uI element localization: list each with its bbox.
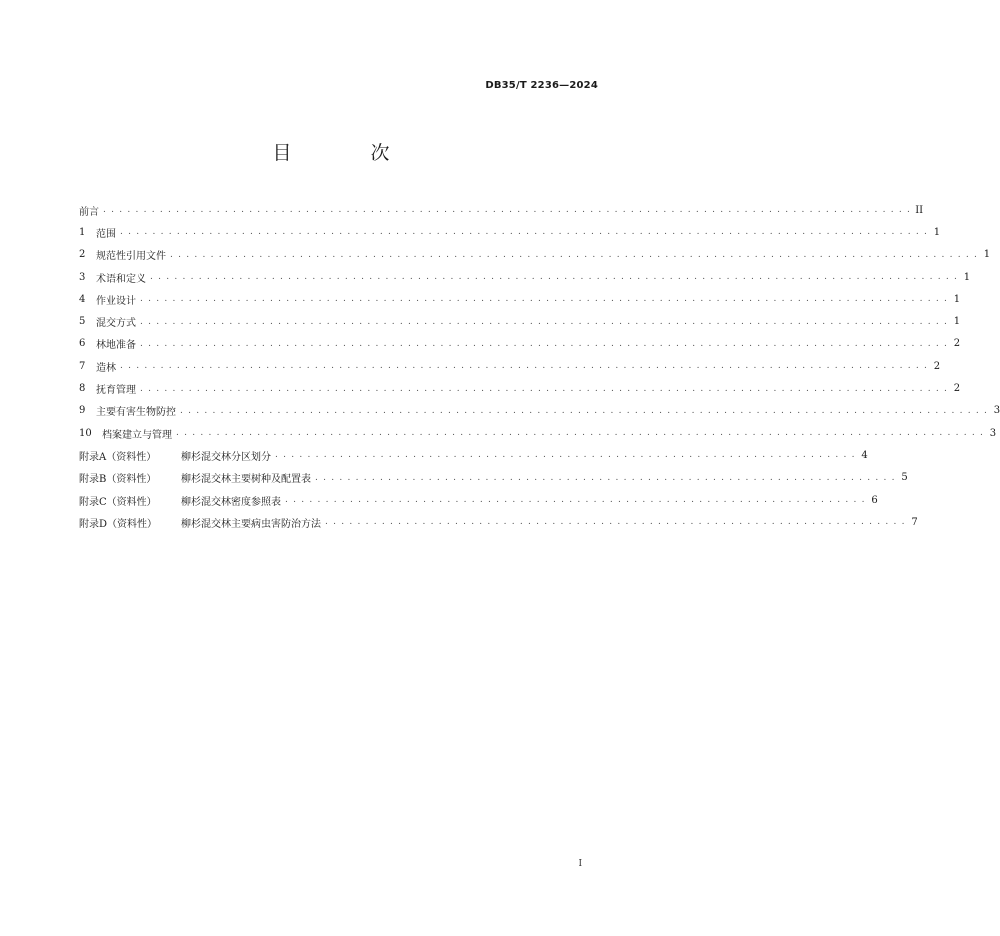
toc-entry-label: 林地准备	[96, 340, 136, 352]
toc-entry-number: 3	[79, 271, 86, 283]
toc-leader-dots: . . . . . . . . . . . . . . . . . . . . . . . . . . . . . . . . . . . . . . . . . . . . . . . . . . . . . . . . . . . . . . . . . . . . . . . . . . . . . . . . . . . . . . . . . . . . . . . . . . . .	[120, 227, 929, 238]
toc-entry-label: 混交方式	[96, 318, 136, 330]
document-code: DB35/T 2236—2024	[485, 80, 598, 91]
toc-leader-dots: . . . . . . . . . . . . . . . . . . . . . . . . . . . . . . . . . . . . . . . . . . . . . . . . . . . . . . . . . . . . . . . . . . . . . . . . . . . . . . . . . . . . . . . . . . . . . . . . . . . .	[120, 361, 929, 372]
toc-annex-label: 附录D（资料性）	[79, 518, 158, 530]
toc-entry-page: 7	[911, 516, 918, 528]
toc-leader-dots: . . . . . . . . . . . . . . . . . . . . . . . . . . . . . . . . . . . . . . . . . . . . . . . . . . . . . . . . . . . . . . . . . . . . . . . .	[315, 472, 896, 483]
toc-entry-page: 1	[983, 249, 991, 261]
toc-entry-number: 5	[79, 316, 86, 328]
toc-leader-dots: . . . . . . . . . . . . . . . . . . . . . . . . . . . . . . . . . . . . . . . . . . . . . . . . . . . . . . . . . . . . . . . . . . . . . . . . . . . . . . . . . . . . . . . . . . . . . . . . . . . .	[150, 272, 959, 283]
toc-entry[interactable]	[79, 400, 1000, 422]
toc-entry-page: 3	[989, 427, 997, 439]
toc-entry-label: 柳杉混交林主要病虫害防治方法	[181, 518, 321, 530]
toc-entry-page: 6	[871, 494, 878, 506]
toc-entry-page: 3	[993, 405, 1000, 417]
toc-entry-label: 柳杉混交林分区划分	[181, 451, 271, 463]
toc-entry-number: 7	[79, 360, 86, 372]
toc-entry[interactable]	[79, 377, 961, 399]
table-of-contents	[79, 199, 1000, 533]
toc-entry-page: 1	[963, 271, 971, 283]
toc-leader-dots: . . . . . . . . . . . . . . . . . . . . . . . . . . . . . . . . . . . . . . . . . . . . . . . . . . . . . . . . . . . . . . . . . . . . . . . .	[275, 450, 856, 461]
toc-entry-page: 2	[933, 360, 941, 372]
toc-entry-label: 作业设计	[96, 295, 136, 307]
toc-entry-page: 2	[953, 338, 961, 350]
toc-entry-label: 主要有害生物防控	[96, 407, 176, 419]
toc-annex-entry[interactable]	[79, 444, 868, 466]
toc-leader-dots: . . . . . . . . . . . . . . . . . . . . . . . . . . . . . . . . . . . . . . . . . . . . . . . . . . . . . . . . . . . . . . . . . . . . . . . . . . . . . . . . . . . . . . . . . . . . . . . . . . . .	[180, 405, 989, 416]
toc-entry-page: 1	[953, 316, 961, 328]
page-number: I	[578, 859, 582, 869]
toc-annex-label: 附录C（资料性）	[79, 496, 157, 508]
toc-entry[interactable]	[79, 221, 941, 243]
toc-entry[interactable]	[79, 310, 961, 332]
toc-entry[interactable]	[79, 355, 941, 377]
toc-entry-label: 范围	[96, 228, 116, 240]
toc-annex-entry[interactable]	[79, 467, 908, 489]
toc-entry-number: 8	[79, 383, 86, 395]
toc-entry-label: 柳杉混交林主要树种及配置表	[181, 474, 311, 486]
toc-entry[interactable]	[79, 422, 997, 444]
toc-entry-number: 10	[79, 427, 92, 439]
toc-leader-dots: . . . . . . . . . . . . . . . . . . . . . . . . . . . . . . . . . . . . . . . . . . . . . . . . . . . . . . . . . . . . . . . . . . . . . . . .	[325, 517, 906, 528]
toc-entry[interactable]	[79, 244, 991, 266]
toc-leader-dots: . . . . . . . . . . . . . . . . . . . . . . . . . . . . . . . . . . . . . . . . . . . . . . . . . . . . . . . . . . . . . . . . . . . . . . . . . . . . . . . . . . . . . . . . . . . . . . . . . . . .	[140, 338, 949, 349]
toc-leader-dots: . . . . . . . . . . . . . . . . . . . . . . . . . . . . . . . . . . . . . . . . . . . . . . . . . . . . . . . . . . . . . . . . . . . . . . . . . . . . . . . . . . . . . . . . . . . . . . . . . . . .	[140, 316, 949, 327]
toc-entry-label: 档案建立与管理	[102, 429, 172, 441]
toc-entry-label: 前言	[79, 206, 99, 218]
toc-leader-dots: . . . . . . . . . . . . . . . . . . . . . . . . . . . . . . . . . . . . . . . . . . . . . . . . . . . . . . . . . . . . . . . . . . . . . . . . . . . . . . . . . . . . . . . . . . . . . . . . . . . .	[140, 294, 949, 305]
toc-entry-page: 1	[953, 293, 961, 305]
toc-leader-dots: . . . . . . . . . . . . . . . . . . . . . . . . . . . . . . . . . . . . . . . . . . . . . . . . . . . . . . . . . . . . . . . . . . . . . . . . . . . . . . . . . . . . . . . . . . . . . . . . . . . .	[103, 205, 912, 216]
toc-entry[interactable]	[79, 288, 961, 310]
toc-entry-label: 柳杉混交林密度参照表	[181, 496, 281, 508]
toc-entry-label: 术语和定义	[96, 273, 146, 285]
page-title: 目 次	[272, 142, 420, 164]
toc-entry-number: 4	[79, 293, 86, 305]
toc-entry-number: 2	[79, 249, 86, 261]
toc-leader-dots: . . . . . . . . . . . . . . . . . . . . . . . . . . . . . . . . . . . . . . . . . . . . . . . . . . . . . . . . . . . . . . . . . . . . . . . . . . . . . . . . . . . . . . . . . . . . . . . . . . . .	[176, 428, 985, 439]
toc-entry-label: 造林	[96, 362, 116, 374]
toc-entry[interactable]	[79, 199, 924, 221]
toc-annex-entry[interactable]	[79, 511, 918, 533]
toc-leader-dots: . . . . . . . . . . . . . . . . . . . . . . . . . . . . . . . . . . . . . . . . . . . . . . . . . . . . . . . . . . . . . . . . . . . . . . . . . . . . . . . . . . . . . . . . . . . . . . . . . . . .	[170, 249, 979, 260]
toc-entry[interactable]	[79, 266, 971, 288]
toc-entry-page: 1	[933, 226, 941, 238]
toc-entry-label: 规范性引用文件	[96, 251, 166, 263]
toc-annex-label: 附录B（资料性）	[79, 474, 157, 486]
toc-entry-number: 6	[79, 338, 86, 350]
toc-annex-entry[interactable]	[79, 489, 878, 511]
toc-entry-number: 1	[79, 226, 86, 238]
toc-leader-dots: . . . . . . . . . . . . . . . . . . . . . . . . . . . . . . . . . . . . . . . . . . . . . . . . . . . . . . . . . . . . . . . . . . . . . . . . . . . . . . . . . . . . . . . . . . . . . . . . . . . .	[140, 383, 949, 394]
toc-entry-page: II	[915, 204, 924, 216]
toc-entry-page: 5	[901, 472, 908, 484]
toc-entry-page: 2	[953, 383, 961, 395]
toc-entry-page: 4	[861, 449, 868, 461]
toc-entry-number: 9	[79, 405, 86, 417]
toc-entry-label: 抚育管理	[96, 385, 136, 397]
toc-entry[interactable]	[79, 333, 961, 355]
toc-annex-label: 附录A（资料性）	[79, 451, 157, 463]
toc-leader-dots: . . . . . . . . . . . . . . . . . . . . . . . . . . . . . . . . . . . . . . . . . . . . . . . . . . . . . . . . . . . . . . . . . . . . . . . .	[285, 495, 866, 505]
